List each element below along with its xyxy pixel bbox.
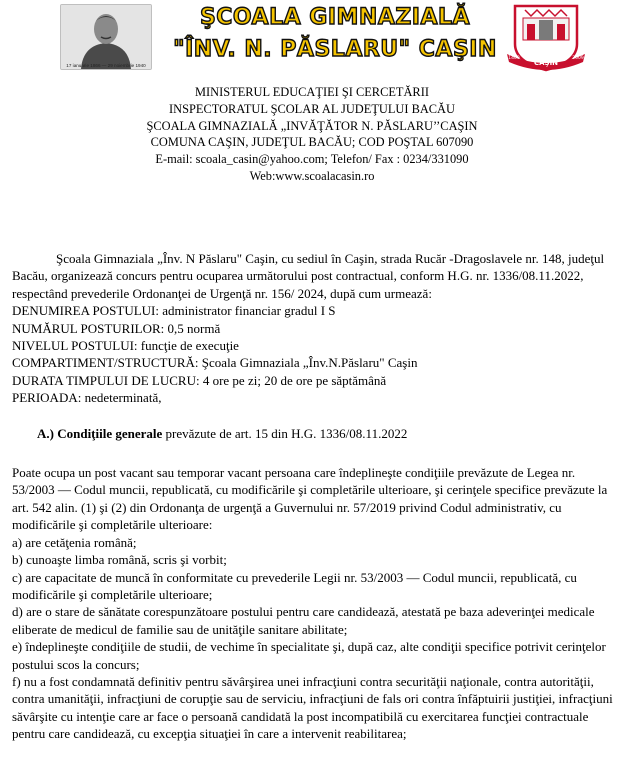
crest-year-right: 2009 — [572, 56, 584, 61]
address-line: COMUNA CAŞIN, JUDEŢUL BACĂU; COD POŞTAL 607090 — [150, 135, 474, 150]
condition-b: b) cunoaşte limba română, scris şi vorbit; — [12, 552, 227, 568]
announcement-body — [12, 250, 614, 743]
field-post-level: NIVELUL POSTULUI: funcţie de execuţie — [12, 338, 239, 354]
crest-label: CAŞIN — [533, 59, 559, 67]
field-post-name: DENUMIREA POSTULUI: administrator financiar gradul I S — [12, 303, 336, 319]
letterhead — [0, 0, 624, 78]
school-name-line: ŞCOALA GIMNAZIALĂ „INVĂŢĂTOR N. PĂSLARU’’CAŞIN — [146, 118, 478, 133]
institution-block — [0, 84, 624, 185]
portrait-figure — [61, 5, 151, 69]
condition-c: c) are capacitate de muncă în conformitate cu prevederile Legii nr. 53/2003 — Codul muncii, republicată, cu modificările şi completările ulterioare; — [12, 569, 577, 602]
intro-paragraph: Şcoala Gimnaziala „Înv. N Păslaru" Caşin, cu sediul în Caşin, strada Rucăr -Dragoslavele nr. 148, judeţul Bacău, organizează concurs pentru ocuparea următorului post contractual, conform H.G. nr. 1336/08.11.2022, respectând prevederile Ordonanţei de Urgenţă nr. 156/ 2024, după cum urmează: — [12, 251, 605, 301]
crest-year-left: 1409 — [508, 56, 520, 61]
website-line: Web:www.scoalacasin.ro — [249, 168, 375, 183]
conditions-intro: Poate ocupa un post vacant sau temporar vacant persoana care îndeplineşte condiţiile prevăzute de Legea nr. 53/2003 — Codul muncii, republicată, cu modificările şi completările ulterioare, şi cerinţele specifice prevăzute la art. 542 alin. (1) şi (2) din Ordonanţa de urgenţă a Guvernului nr. 57/2019 privind Codul administrativ, cu modificările şi completările ulterioare: — [12, 465, 608, 533]
portrait-caption: 17 ianuarie 1866 — 29 noiembrie 1940 — [66, 63, 146, 68]
condition-a: a) are cetăţenia română; — [12, 534, 137, 550]
condition-d: d) are o stare de sănătate corespunzătoare postului pentru care candidează, atestată pe baza adeverinţei medicale eliberate de medicul de familie sau de unităţile sanitare abilitate; — [12, 604, 595, 637]
section-a-heading — [37, 425, 614, 442]
school-banner-title: ŞCOALA GIMNAZIALĂ — [199, 5, 471, 30]
field-period: PERIOADA: nedeterminată, — [12, 390, 162, 406]
school-banner-subtitle: "ÎNV. N. PĂSLARU" CAŞIN — [173, 37, 497, 62]
section-a-rest: prevăzute de art. 15 din H.G. 1336/08.11.2022 — [162, 425, 408, 441]
condition-e: e) îndeplineşte condiţiile de studii, de vechime în specialitate şi, după caz, alte condiţii specifice potrivit cerinţelor postului scos la concurs; — [12, 639, 606, 672]
school-crest-icon — [505, 4, 587, 72]
portrait-photo — [60, 4, 152, 70]
field-working-time: DURATA TIMPULUI DE LUCRU: 4 ore pe zi; 20 de ore pe săptămână — [12, 372, 387, 388]
section-a-label: A.) Condiţiile generale — [37, 425, 163, 441]
inspectorate-line: INSPECTORATUL ŞCOLAR AL JUDEŢULUI BACĂU — [169, 101, 455, 116]
contact-line: E-mail: scoala_casin@yahoo.com; Telefon/ Fax : 0234/331090 — [155, 152, 469, 167]
ministry-line: MINISTERUL EDUCAŢIEI ŞI CERCETĂRII — [195, 85, 429, 99]
field-department: COMPARTIMENT/STRUCTURĂ: Şcoala Gimnaziala „Înv.N.Păslaru" Caşin — [12, 355, 418, 371]
field-post-count: NUMĂRUL POSTURILOR: 0,5 normă — [12, 320, 221, 336]
condition-f: f) nu a fost condamnată definitiv pentru săvârşirea unei infracţiuni contra securităţii naţionale, contra autorităţii, contra umanităţii, infracţiuni de corupţie sau de serviciu, infracţiuni de fals ori contra înfăptuirii justiţiei, infracţiuni săvârşite cu intenţie care ar face o persoană candidată la post incompatibilă cu exercitarea funcţiei contractuale pentru care candidează, cu excepţia situaţiei în care a intervenit reabilitarea; — [12, 673, 613, 742]
